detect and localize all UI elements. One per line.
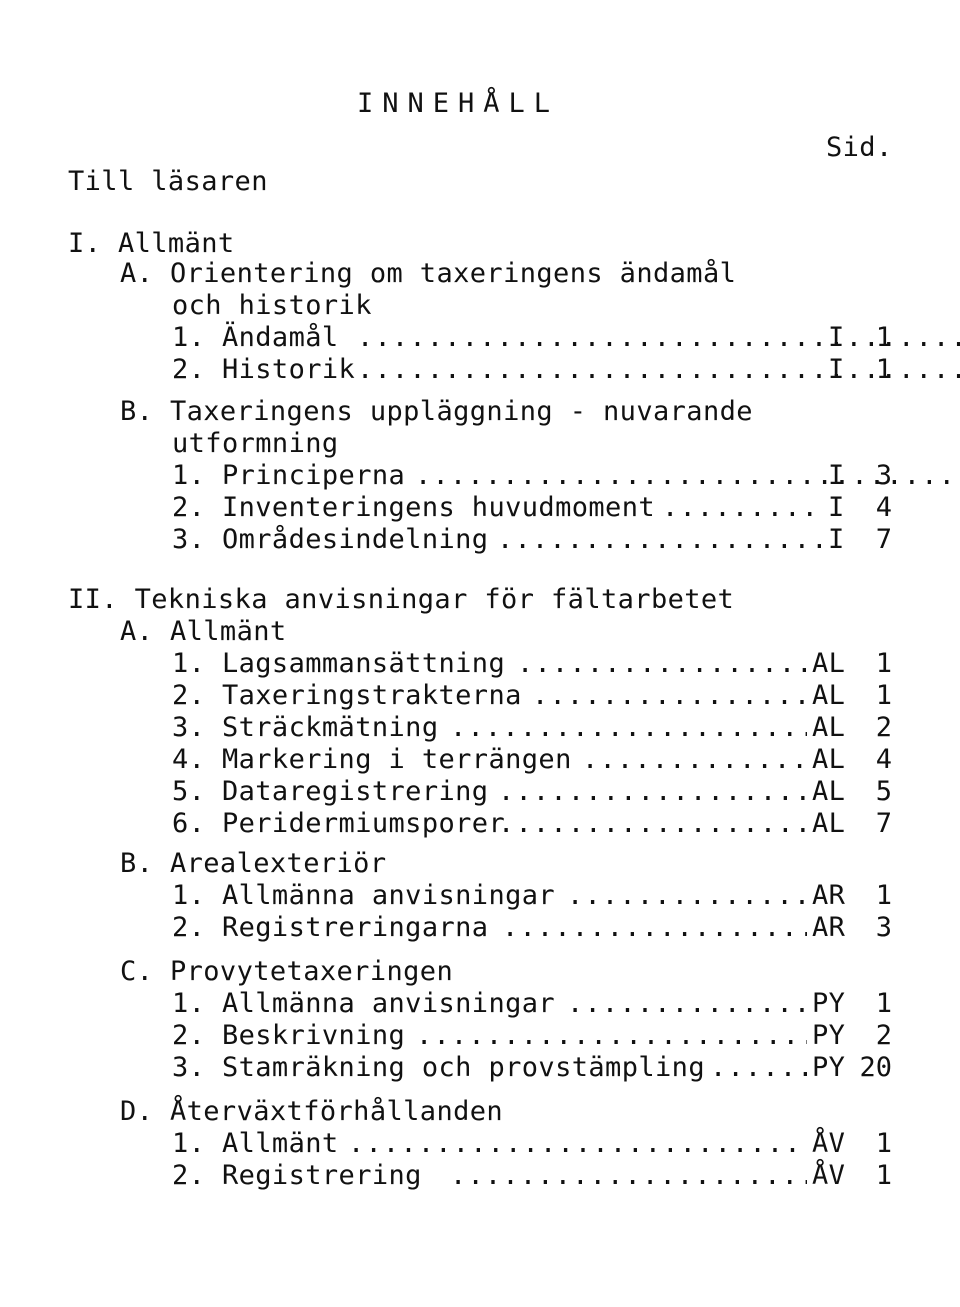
entry-section: AL <box>812 776 846 807</box>
entry-label: 6. Peridermiumsporer <box>172 808 506 839</box>
dot-leader <box>416 1020 807 1052</box>
entry-page: 5 <box>875 776 892 807</box>
entry-section: ÅV <box>812 1160 846 1191</box>
section-b-heading-cont: utformning <box>172 428 339 459</box>
section-a-heading: A. Allmänt <box>120 616 287 647</box>
entry-section: AL <box>812 712 846 743</box>
preface-entry: Till läsaren <box>68 166 268 197</box>
section-d-heading: D. Återväxtförhållanden <box>120 1096 504 1127</box>
entry-page: 7 <box>875 808 892 839</box>
toc-entry <box>172 680 892 712</box>
entry-label: 4. Markering i terrängen <box>172 744 572 775</box>
entry-label: 1. Lagsammansättning <box>172 648 506 679</box>
entry-page: 1 <box>875 322 892 353</box>
entry-label: 1. Ändamål <box>172 322 339 353</box>
dot-leader <box>662 492 822 524</box>
sid-column-header: Sid. <box>826 132 893 163</box>
dot-leader <box>497 524 822 556</box>
entry-page: 3 <box>875 460 892 491</box>
entry-page: 1 <box>875 880 892 911</box>
entry-page: 3 <box>875 912 892 943</box>
toc-entry <box>172 880 892 912</box>
entry-page: 2 <box>875 1020 892 1051</box>
entry-section: PY <box>812 988 846 1019</box>
entry-page: 1 <box>875 680 892 711</box>
entry-section: AL <box>812 648 846 679</box>
dot-leader <box>348 1128 807 1160</box>
toc-entry <box>172 1020 892 1052</box>
dot-leader <box>450 1160 807 1192</box>
entry-label: 3. Områdesindelning <box>172 524 489 555</box>
entry-label: 5. Dataregistrering <box>172 776 489 807</box>
dot-leader <box>502 912 807 944</box>
entry-page: 1 <box>875 354 892 385</box>
entry-label: 2. Historik <box>172 354 356 385</box>
entry-page: 1 <box>875 988 892 1019</box>
entry-page: 1 <box>875 1160 892 1191</box>
toc-entry <box>172 322 892 354</box>
entry-label: 1. Principerna <box>172 460 406 491</box>
section-a-heading: A. Orientering om taxeringens ändamål <box>120 258 737 289</box>
toc-entry <box>172 776 892 808</box>
entry-label: 2. Registreringarna <box>172 912 489 943</box>
part-1-heading: I. Allmänt <box>68 228 235 259</box>
entry-page: 1 <box>875 648 892 679</box>
entry-page: 7 <box>875 524 892 555</box>
toc-entry <box>172 354 892 386</box>
toc-entry <box>172 712 892 744</box>
entry-label: 2. Beskrivning <box>172 1020 406 1051</box>
entry-label: 2. Registrering <box>172 1160 422 1191</box>
entry-section: I <box>828 322 845 353</box>
dot-leader <box>450 712 807 744</box>
entry-section: AR <box>812 880 846 911</box>
toc-entry <box>172 524 892 556</box>
toc-entry <box>172 988 892 1020</box>
entry-section: I <box>828 354 845 385</box>
toc-entry <box>172 1052 892 1084</box>
entry-section: I <box>828 492 845 523</box>
entry-label: 1. Allmänna anvisningar <box>172 880 556 911</box>
part-2-heading: II. Tekniska anvisningar för fältarbetet <box>68 584 735 615</box>
dot-leader <box>498 808 807 840</box>
section-a-heading-cont: och historik <box>172 290 372 321</box>
toc-entry <box>172 460 892 492</box>
dot-leader <box>567 880 807 912</box>
entry-label: 3. Stamräkning och provstämpling <box>172 1052 705 1083</box>
entry-section: AL <box>812 680 846 711</box>
section-b-heading: B. Taxeringens uppläggning - nuvarande <box>120 396 753 427</box>
dot-leader <box>567 988 807 1020</box>
entry-label: 2. Inventeringens huvudmoment <box>172 492 656 523</box>
toc-entry <box>172 648 892 680</box>
dot-leader <box>710 1052 807 1084</box>
toc-entry <box>172 1160 892 1192</box>
toc-entry <box>172 744 892 776</box>
entry-page: 2 <box>875 712 892 743</box>
entry-section: PY <box>812 1020 846 1051</box>
toc-entry <box>172 912 892 944</box>
entry-section: I <box>828 524 845 555</box>
entry-label: 3. Sträckmätning <box>172 712 439 743</box>
section-b-heading: B. Arealexteriör <box>120 848 387 879</box>
entry-page: 4 <box>875 492 892 523</box>
entry-page: 1 <box>875 1128 892 1159</box>
entry-page: 20 <box>859 1052 892 1083</box>
entry-label: 1. Allmänt <box>172 1128 339 1159</box>
entry-section: AR <box>812 912 846 943</box>
entry-label: 1. Allmänna anvisningar <box>172 988 556 1019</box>
page-title: INNEHÅLL <box>357 88 560 119</box>
dot-leader <box>498 776 807 808</box>
entry-page: 4 <box>875 744 892 775</box>
entry-section: ÅV <box>812 1128 846 1159</box>
dot-leader <box>532 680 807 712</box>
entry-section: PY <box>812 1052 846 1083</box>
entry-label: 2. Taxeringstrakterna <box>172 680 522 711</box>
section-c-heading: C. Provytetaxeringen <box>120 956 454 987</box>
toc-entry <box>172 808 892 840</box>
dot-leader <box>582 744 807 776</box>
entry-section: AL <box>812 808 846 839</box>
entry-section: AL <box>812 744 846 775</box>
entry-section: I <box>828 460 845 491</box>
dot-leader <box>517 648 807 680</box>
toc-entry <box>172 1128 892 1160</box>
toc-entry <box>172 492 892 524</box>
